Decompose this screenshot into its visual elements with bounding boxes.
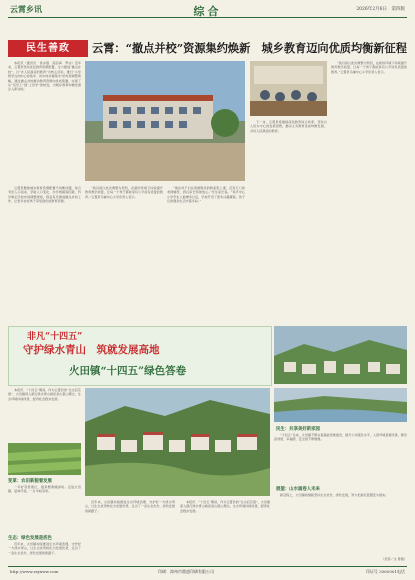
farmland-photo [8, 443, 81, 475]
subhead-change: 变革：农田新貌看发展 [8, 479, 52, 484]
banner-title-b: 守护绿水青山 筑就发展高地 [23, 344, 160, 356]
article-column-5: “我们将以此次调整为契机，在新的环境下持续提升教育教学质量，让每一个孩子都能享有公平而有质量的教育。”云霄县马铺中心小学负责人表示。 [331, 61, 407, 74]
footer-printer: 印刷：漳州市鼎盛印刷有限公司 [158, 569, 214, 574]
classroom-photo [250, 61, 327, 116]
footer-url[interactable]: http://www.zzyxww.com [10, 569, 59, 574]
subhead-livelihood: 民生：共享美好新家园 [276, 427, 320, 432]
riverside-photo [274, 388, 407, 422]
village-aerial-photo [85, 388, 270, 496]
subhead-ecology: 生态：绿色发展是底色 [8, 536, 52, 541]
town-aerial-photo [274, 326, 407, 384]
masthead [8, 3, 407, 18]
article-b-col-1b: 一年好景君须记，最是橙黄橘绿时。走进火田镇，层林尽染，一片丰收景象。 [8, 485, 81, 494]
banner-title-a: 非凡“十四五” [27, 332, 83, 342]
article-column-1b: 云霄县聚焦城乡教育资源配置不均衡问题，综合考虑人口流动、学龄人口变化、办学规模等因素，科学制定学校布局调整规划，稳妥有序推进撤点并校工作，让更多农村孩子享受到优质教育资源。 [8, 186, 81, 204]
article-b-col-4: “十四五”以来，火田镇不断完善基础设施建设，提升公共服务水平，人居环境显著改善，群众获得感、幸福感、安全感不断增强。 [274, 433, 407, 442]
paper-name: 云霄乡讯 [10, 4, 42, 14]
article-b-col-2: 近年来，火田镇持续推进生态环境治理，守护好一方绿水青山，让生态优势转化为发展优势，走出了一条生态优先、绿色发展的新路子。 [85, 500, 175, 513]
headline: 云霄：“撤点并校”资源集约焕新 城乡教育迈向优质均衡新征程 [92, 41, 407, 55]
banner-title-c: 火田镇“十四五”绿色答卷 [69, 365, 187, 377]
article-b-col-1: 本报讯 “十四五”期间，作为云霄县的“生态后花园”，火田镇深入践行绿水青山就是金山银山理念，生态环境持续改善，经济社会稳步发展。 [8, 388, 81, 401]
article-b-col-1c: 近年来，火田镇持续推进生态环境治理，守护好一方绿水青山，让生态优势转化为发展优势，走出了一条生态优先、绿色发展的新路子。 [8, 542, 81, 555]
article-b-col-3: 本报讯 “十四五”期间，作为云霄县的“生态后花园”，火田镇深入践行绿水青山就是金山银山理念，生态环境持续改善，经济社会稳步发展。 [180, 500, 270, 513]
footer [8, 566, 407, 577]
school-photo [85, 61, 245, 181]
article-b-col-5: 新征程上，火田镇将继续坚持生态优先、绿色发展，努力把美好蓝图变为现实。 [280, 493, 389, 497]
special-banner [8, 326, 272, 386]
issue-date: 2026年2月6日 第四版 [356, 7, 405, 12]
subhead-outlook: 展望：山水画卷人未来 [276, 487, 320, 492]
section-name: 综合 [193, 5, 222, 18]
article-column-2: “我们将以此次调整为契机，在新的环境下持续提升教育教学质量，让每一个孩子都能享有公平而有质量的教育。”云霄县马铺中心小学负责人表示。 [85, 186, 163, 199]
article-column-1: 本报讯（通讯员 徐永强 高浪海 罗冰）近年来，云霄县坚持优化教育资源配置，全力推进“撤点并校”，以“办人民满意的教育”为核心目标，推行“小学教学点向中心校集中、初中向乡镇集中”的布局调整策略，通过撤点并校推动教育资源向优质集聚，实现了从“有学上”到“上好学”的转变，为城乡教育均衡发展注入新动能。 [8, 61, 81, 92]
footer-phone: 印证号 3565001电话 [365, 569, 405, 574]
section-banner: 民生善政 [8, 40, 88, 57]
article-column-3: “现在孩子们在宽敞明亮的教室里上课，还有专门的老师辅导，我们家长特别放心。”学生家长说。“和平中心小学学生人数增多以后，学校开设了更多兴趣课程，孩子们的课余生活丰富多彩。” [167, 186, 245, 204]
article-column-4: 下一步，云霄县将继续深化教育综合改革，坚持以人民为中心的发展思想，推动义务教育优质均衡发展，办好人民满意的教育。 [250, 120, 327, 133]
byline: （吴泰／文 陈健） [381, 557, 407, 561]
